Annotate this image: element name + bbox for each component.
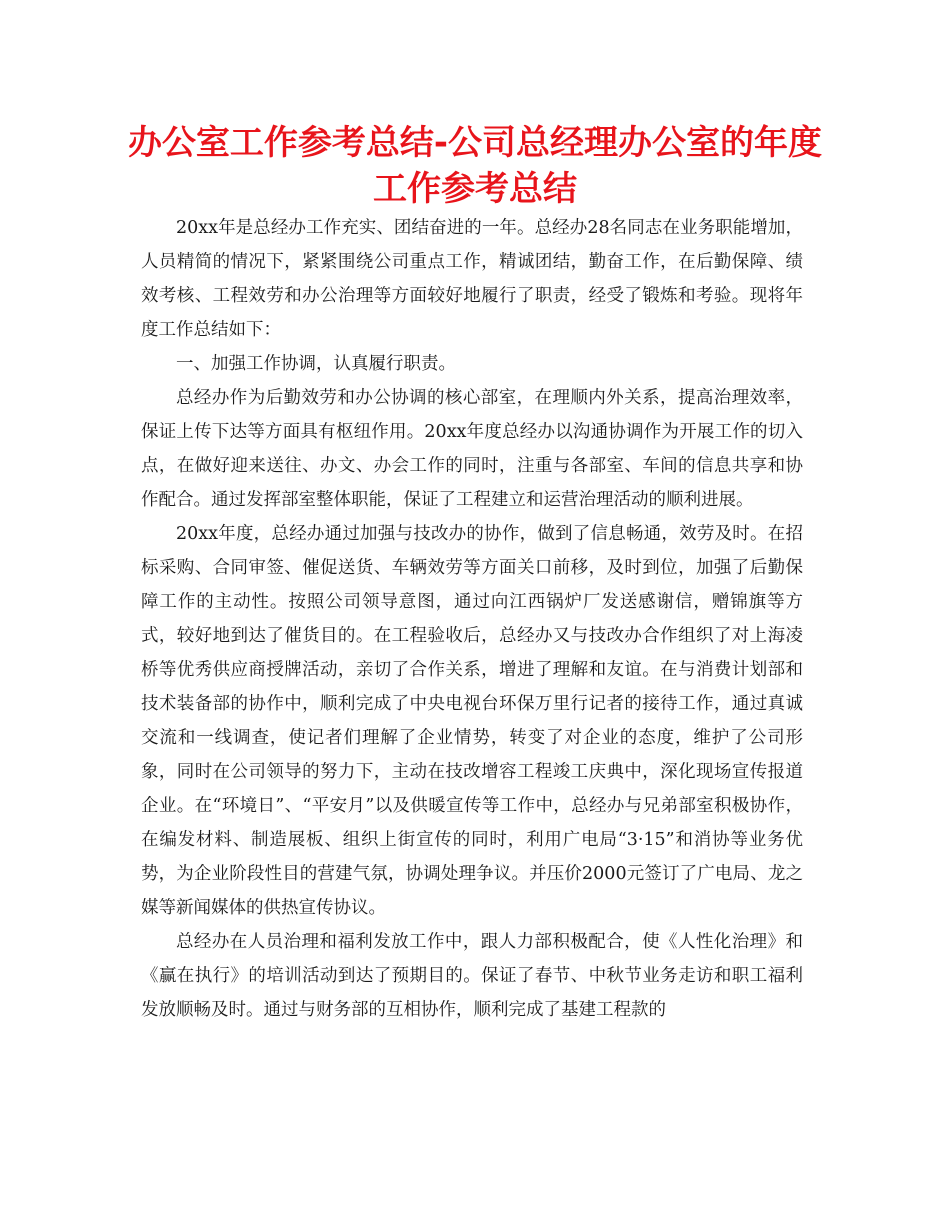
section-heading: 一、加强工作协调，认真履行职责。 (176, 354, 456, 374)
document-body (141, 211, 803, 1027)
paragraph: 总经办作为后勤效劳和办公协调的核心部室，在理顺内外关系，提高治理效率，保证上传下达等方面具有枢纽作用。20xx年度总经办以沟通协调作为开展工作的切入点，在做好迎来送往、办文、办会工作的同时，注重与各部室、车间的信息共享和协作配合。通过发挥部室整体职能，保证了工程建立和运营治理活动的顺利进展。 (141, 388, 803, 510)
paragraph: 20xx年是总经办工作充实、团结奋进的一年。总经办28名同志在业务职能增加，人员精简的情况下，紧紧围绕公司重点工作，精诚团结，勤奋工作，在后勤保障、绩效考核、工程效劳和办公治理等方面较好地履行了职责，经受了锻炼和考验。现将年度工作总结如下： (141, 218, 803, 340)
paragraph: 20xx年度，总经办通过加强与技改办的协作，做到了信息畅通，效劳及时。在招标采购、合同审签、催促送货、车辆效劳等方面关口前移，及时到位，加强了后勤保障工作的主动性。按照公司领导意图，通过向江西锅炉厂发送感谢信，赠锦旗等方式，较好地到达了催货目的。在工程验收后，总经办又与技改办合作组织了对上海凌桥等优秀供应商授牌活动，亲切了合作关系，增进了理解和友谊。在与消费计划部和技术装备部的协作中，顺利完成了中央电视台环保万里行记者的接待工作，通过真诚交流和一线调查，使记者们理解了企业情势，转变了对企业的态度，维护了公司形象，同时在公司领导的努力下，主动在技改增容工程竣工庆典中，深化现场宣传报道企业。在“环境日”、“平安月”以及供暖宣传等工作中，总经办与兄弟部室积极协作，在编发材料、制造展板、组织上街宣传的同时，利用广电局“3·15”和消协等业务优势，为企业阶段性目的营建气氛，协调处理争议。并压价2000元签订了广电局、龙之媒等新闻媒体的供热宣传协议。 (141, 524, 803, 918)
document-title: 办公室工作参考总结-公司总经理办公室的年度工作参考总结 (127, 123, 823, 209)
paragraph: 总经办在人员治理和福利发放工作中，跟人力部积极配合，使《人性化治理》和《赢在执行》的培训活动到达了预期目的。保证了春节、中秋节业务走访和职工福利发放顺畅及时。通过与财务部的互相协作，顺利完成了基建工程款的 (141, 932, 803, 1020)
